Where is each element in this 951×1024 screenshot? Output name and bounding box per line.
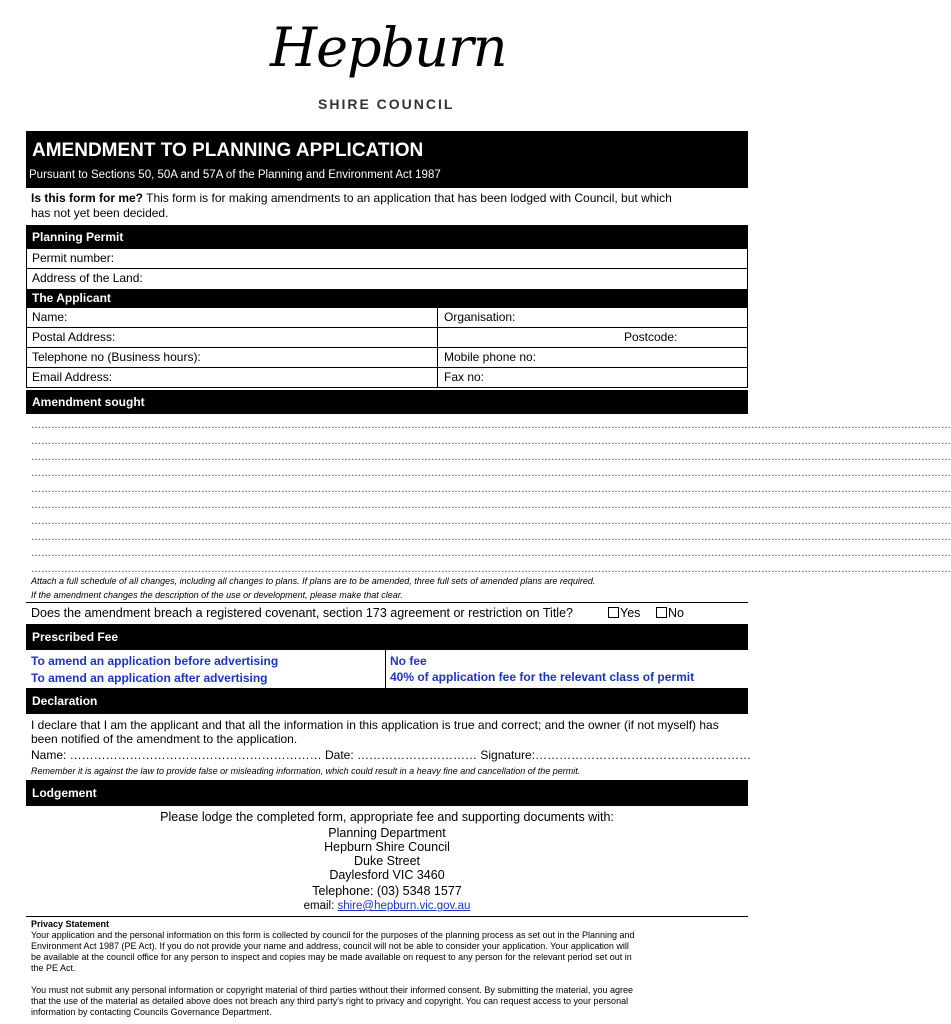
logo-sub-text: SHIRE COUNCIL bbox=[318, 96, 455, 112]
amendment-line-9[interactable]: …………………………………………………………………………………………………………………………………………………………………………………………………………………………………………………… bbox=[31, 548, 951, 559]
planning-permit-heading: Planning Permit bbox=[26, 225, 748, 249]
amendment-line-8[interactable]: …………………………………………………………………………………………………………………………………………………………………………………………………………………………………………………… bbox=[31, 532, 951, 543]
declaration-warning: Remember it is against the law to provide false or misleading information, which could result in a heavy fine and cancellation of the permit. bbox=[31, 766, 581, 776]
lodgement-heading: Lodgement bbox=[26, 780, 748, 806]
applicant-heading: The Applicant bbox=[26, 289, 748, 308]
applicant-column-divider bbox=[437, 308, 438, 388]
form-subtitle: Pursuant to Sections 50, 50A and 57A of the Planning and Environment Act 1987 bbox=[29, 169, 441, 181]
amendment-line-3[interactable]: …………………………………………………………………………………………………………………………………………………………………………………………………………………………………………………… bbox=[31, 452, 951, 463]
council-logo bbox=[0, 0, 770, 120]
fee-column-divider bbox=[385, 650, 386, 688]
lodgement-line-4: Duke Street bbox=[353, 854, 420, 868]
fee-heading: Prescribed Fee bbox=[26, 624, 748, 650]
privacy-p1b: Environment Act 1987 (PE Act). If you do not provide your name and address, council will not be able to consider your application. Your application will bbox=[31, 941, 629, 951]
fee-after-value: 40% of application fee for the relevant class of permit bbox=[390, 670, 695, 684]
address-row[interactable] bbox=[26, 269, 748, 289]
permit-number-row[interactable] bbox=[26, 249, 748, 269]
postal-row bbox=[26, 328, 748, 348]
amendment-line-5[interactable]: …………………………………………………………………………………………………………………………………………………………………………………………………………………………………………………… bbox=[31, 484, 951, 495]
address-label: Address of the Land: bbox=[32, 271, 143, 285]
email-label-text: email: bbox=[303, 900, 338, 912]
no-checkbox[interactable] bbox=[656, 607, 667, 618]
amendment-line-4[interactable]: …………………………………………………………………………………………………………………………………………………………………………………………………………………………………………………… bbox=[31, 468, 951, 479]
intro-text-2: has not yet been decided. bbox=[31, 206, 169, 220]
covenant-question: Does the amendment breach a registered covenant, section 173 agreement or restriction on Title? bbox=[31, 606, 573, 620]
declaration-text-2: been notified of the amendment to the application. bbox=[31, 732, 298, 746]
amendment-note-2: If the amendment changes the description of the use or development, please make that clear. bbox=[31, 590, 403, 600]
mobile-label[interactable]: Mobile phone no: bbox=[444, 350, 537, 364]
postal-label[interactable]: Postal Address: bbox=[32, 330, 116, 344]
privacy-p1c: be available at the council office for any person to inspect and copies may be made available on request to any person for the relevant period set out in bbox=[31, 952, 632, 962]
amendment-line-7[interactable]: …………………………………………………………………………………………………………………………………………………………………………………………………………………………………………………… bbox=[31, 516, 951, 527]
declaration-heading: Declaration bbox=[26, 688, 748, 714]
divider bbox=[26, 602, 748, 603]
form-header bbox=[26, 131, 748, 188]
amendment-note-1: Attach a full schedule of all changes, including all changes to plans. If plans are to be amended, three full sets of amended plans are required. bbox=[31, 576, 596, 586]
intro-text: This form is for making amendments to an application that has been lodged with Council, but which bbox=[146, 191, 672, 205]
telephone-label[interactable]: Telephone no (Business hours): bbox=[32, 350, 201, 364]
yes-checkbox[interactable] bbox=[608, 607, 619, 618]
fee-before-value: No fee bbox=[390, 654, 427, 668]
lodgement-line-5: Daylesford VIC 3460 bbox=[329, 868, 445, 882]
intro-line bbox=[31, 191, 743, 205]
email-row bbox=[26, 368, 748, 388]
form-title: AMENDMENT TO PLANNING APPLICATION bbox=[32, 140, 424, 161]
logo-script-text: Hepburn bbox=[270, 16, 507, 79]
lodgement-email-line bbox=[26, 900, 748, 912]
privacy-heading: Privacy Statement bbox=[31, 919, 110, 929]
amendment-line-2[interactable]: …………………………………………………………………………………………………………………………………………………………………………………………………………………………………………………… bbox=[31, 436, 951, 447]
no-label: No bbox=[668, 606, 684, 620]
permit-number-label: Permit number: bbox=[32, 251, 115, 265]
fee-after-label: To amend an application after advertising bbox=[31, 671, 268, 685]
privacy-p1d: the PE Act. bbox=[31, 963, 76, 973]
privacy-p2c: information by contacting Councils Governance Department. bbox=[31, 1007, 272, 1017]
intro-question: Is this form for me? bbox=[31, 191, 144, 205]
amendment-line-6[interactable]: …………………………………………………………………………………………………………………………………………………………………………………………………………………………………………………… bbox=[31, 500, 951, 511]
lodgement-line-2: Planning Department bbox=[328, 826, 446, 840]
fee-before-label: To amend an application before advertising bbox=[31, 654, 279, 668]
council-email-link[interactable]: shire@hepburn.vic.gov.au bbox=[337, 900, 471, 912]
declaration-text-1: I declare that I am the applicant and that all the information in this application is true and correct; and the owner (if not myself) has bbox=[31, 718, 719, 732]
fax-label[interactable]: Fax no: bbox=[444, 370, 485, 384]
amendment-line-10[interactable]: …………………………………………………………………………………………………………………………………………………………………………………………………………………………………………………… bbox=[31, 564, 951, 575]
telephone-row bbox=[26, 348, 748, 368]
email-label[interactable]: Email Address: bbox=[32, 370, 113, 384]
name-row bbox=[26, 308, 748, 328]
amendment-heading: Amendment sought bbox=[26, 390, 748, 414]
lodgement-line-1: Please lodge the completed form, appropriate fee and supporting documents with: bbox=[160, 810, 614, 824]
divider bbox=[26, 916, 748, 917]
organisation-label[interactable]: Organisation: bbox=[444, 310, 516, 324]
covenant-yes-option[interactable] bbox=[608, 606, 640, 620]
lodgement-line-3: Hepburn Shire Council bbox=[324, 840, 450, 854]
postcode-label[interactable]: Postcode: bbox=[624, 330, 678, 344]
privacy-p2a: You must not submit any personal information or copyright material of third parties without their informed consent. By submitting the material, you agree bbox=[31, 985, 633, 995]
privacy-p2b: that the use of the material as detailed above does not breach any third party's right to privacy and copyright. You can request access to your personal bbox=[31, 996, 629, 1006]
covenant-no-option[interactable] bbox=[656, 606, 684, 620]
lodgement-line-6: Telephone: (03) 5348 1577 bbox=[312, 884, 462, 898]
name-label[interactable]: Name: bbox=[32, 310, 68, 324]
amendment-line-1[interactable]: …………………………………………………………………………………………………………………………………………………………………………………………………………………………………………………… bbox=[31, 420, 951, 431]
privacy-p1a: Your application and the personal information on this form is collected by council for the purposes of the planning process as set out in the Planning and bbox=[31, 930, 635, 940]
declaration-sign-line[interactable]: Name: ……………………………………………………… Date: ………………………… Signature:……………………………………………… bbox=[31, 748, 752, 762]
yes-label: Yes bbox=[620, 606, 641, 620]
